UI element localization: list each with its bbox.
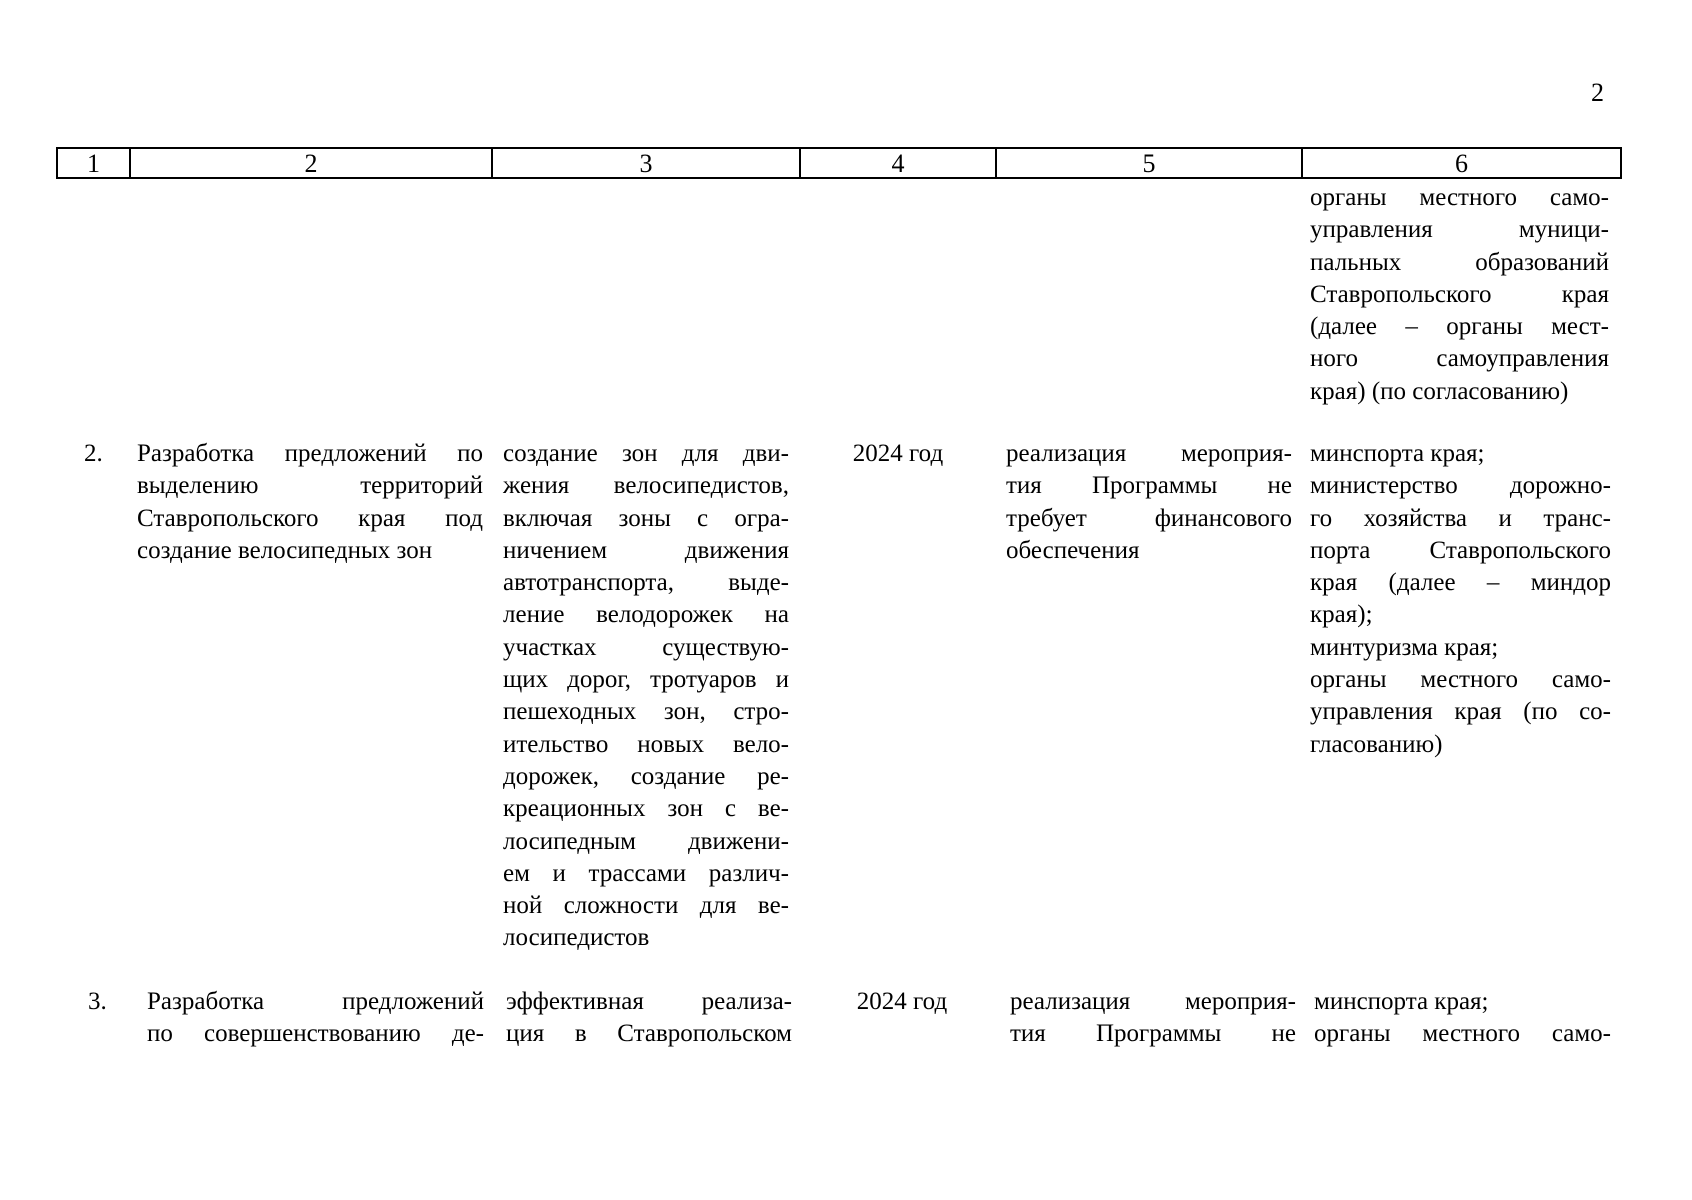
row-2-col5-financing xyxy=(1006,438,1292,567)
column-header-4: 4 xyxy=(800,148,996,178)
text-line: включая зоны с огра- xyxy=(503,504,789,532)
text-line: участках существую- xyxy=(503,633,789,661)
text-line: Разработка предложений xyxy=(147,988,484,1015)
text-line: управления края (по со- xyxy=(1310,698,1611,726)
text-line: органы местного само- xyxy=(1314,1020,1611,1048)
text-line: ительство новых вело- xyxy=(503,730,789,758)
column-header-5: 5 xyxy=(996,148,1302,178)
column-header-table xyxy=(56,147,1622,179)
text-line: го хозяйства и транс- xyxy=(1310,504,1611,532)
row-3-col3-result xyxy=(506,986,792,1051)
text-line: гласованию) xyxy=(1310,730,1443,758)
column-header-1: 1 xyxy=(57,148,130,178)
row-2-col4-term: 2024 год xyxy=(852,440,944,467)
text-line: ление велодорожек на xyxy=(503,601,789,629)
text-line: органы местного само- xyxy=(1310,184,1609,211)
column-header-2: 2 xyxy=(130,148,492,178)
row-3-col6-responsible xyxy=(1314,986,1611,1051)
text-line: реализация мероприя- xyxy=(1006,440,1292,467)
text-line: органы местного само- xyxy=(1310,666,1611,694)
text-line: края); xyxy=(1310,601,1373,629)
column-header-6: 6 xyxy=(1302,148,1621,178)
row-2-col2-measure xyxy=(137,438,483,567)
row-3-col2-measure xyxy=(147,986,484,1051)
text-line: щих дорог, тротуаров и xyxy=(503,666,789,694)
text-line: реализация мероприя- xyxy=(1010,988,1296,1015)
text-line: минтуризма края; xyxy=(1310,633,1499,661)
text-line: управления муници- xyxy=(1310,216,1609,244)
column-header-row xyxy=(57,148,1621,178)
text-line: ем и трассами различ- xyxy=(503,859,789,887)
text-line: по совершенствованию де- xyxy=(147,1020,484,1048)
row-3-col5-financing xyxy=(1010,986,1296,1051)
text-line: жения велосипедистов, xyxy=(503,472,789,500)
text-line: минспорта края; xyxy=(1314,988,1489,1015)
row-3-number: 3. xyxy=(88,988,107,1015)
row-2-number: 2. xyxy=(84,440,103,467)
text-line: Ставропольского края xyxy=(1310,280,1609,308)
text-line: создание велосипедных зон xyxy=(137,536,433,564)
row-3-col4-term: 2024 год xyxy=(856,988,948,1015)
text-line: выделению территорий xyxy=(137,472,483,500)
row-2-col6-responsible xyxy=(1310,438,1611,761)
column-header-3: 3 xyxy=(492,148,800,178)
text-line: пешеходных зон, стро- xyxy=(503,698,789,726)
text-line: ничением движения xyxy=(503,536,789,564)
text-line: Ставропольского края под xyxy=(137,504,483,532)
text-line: ной сложности для ве- xyxy=(503,892,789,920)
text-line: креационных зон с ве- xyxy=(503,795,789,823)
text-line: тия Программы не xyxy=(1010,1020,1296,1048)
text-line: обеспечения xyxy=(1006,536,1140,564)
text-line: министерство дорожно- xyxy=(1310,472,1611,500)
text-line: ного самоуправления xyxy=(1310,345,1609,373)
text-line: минспорта края; xyxy=(1310,440,1485,467)
text-line: лосипедистов xyxy=(503,924,650,952)
text-line: создание зон для дви- xyxy=(503,440,789,467)
text-line: тия Программы не xyxy=(1006,472,1292,500)
page-number: 2 xyxy=(1591,78,1604,107)
continuation-col6 xyxy=(1310,182,1609,408)
text-line: Разработка предложений по xyxy=(137,440,483,467)
text-line: порта Ставропольского xyxy=(1310,536,1611,564)
text-line: (далее – органы мест- xyxy=(1310,313,1609,341)
row-2-col3-result xyxy=(503,438,789,955)
text-line: дорожек, создание ре- xyxy=(503,762,789,790)
text-line: автотранспорта, выде- xyxy=(503,569,789,597)
text-line: лосипедным движени- xyxy=(503,827,789,855)
text-line: ция в Ставропольском xyxy=(506,1020,792,1048)
text-line: пальных образований xyxy=(1310,248,1609,276)
text-line: края) (по согласованию) xyxy=(1310,377,1569,405)
text-line: эффективная реализа- xyxy=(506,988,792,1015)
text-line: требует финансового xyxy=(1006,504,1292,532)
text-line: края (далее – миндор xyxy=(1310,569,1611,597)
